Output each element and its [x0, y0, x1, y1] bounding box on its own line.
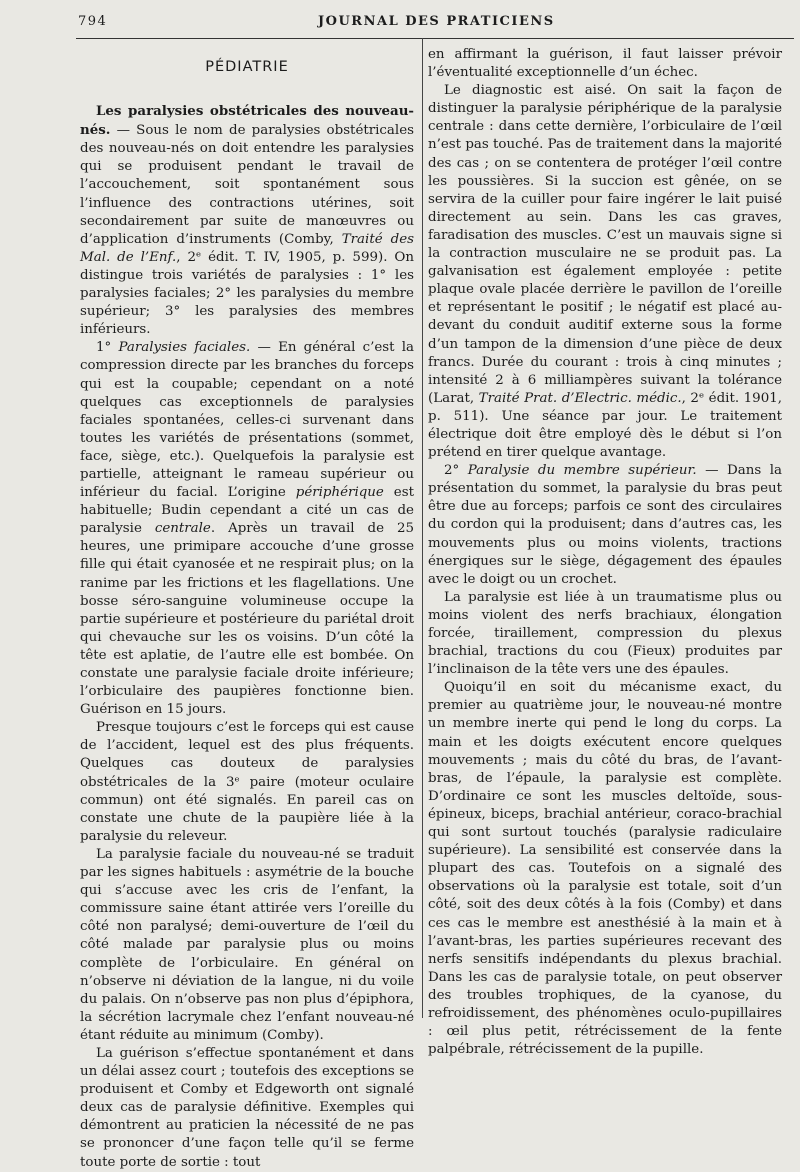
citation-larat: Traité Prat. d’Electric. médic.: [478, 390, 682, 406]
page-number: 794: [78, 14, 108, 29]
trauma-paragraph: La paralysie est liée à un traumatisme plus ou moins violent des nerfs brachiaux, élongation forcée, tiraillement, compression du plexus brachial, tractions du cou (Fieux) produites par l’inclinaison de la tête vers une des épaules.: [428, 589, 782, 678]
continuation-paragraph: en affirmant la guérison, il faut laisser prévoir l’éventualité exceptionnelle d’un échec.: [428, 47, 782, 81]
subsection-number-2: 2°: [444, 463, 468, 479]
signs-paragraph: La paralysie faciale du nouveau-né se traduit par les signes habituels : asymétrie de la bouche qui s’accuse avec les cris de l’enfant, la commissure saine étant attirée vers l’oreille du côté non paralysé; demi-ouverture de l’œil du côté malade par paralysie plus ou moins complète de l’orbiculaire. En général on n’observe ni déviation de la langue, ni du voile du palais. On n’observe pas non plus d’épiphora, la sécrétion lacrymale chez l’enfant nouveau-né étant réduite au minimum (Comby).: [80, 846, 414, 1043]
facial-text-b: est habituelle; Budin cependant a cité un cas de paralysie: [80, 485, 414, 537]
diagnosis-text-b: , 2ᵉ édit. 1901, p. 511). Une séance par jour. Le traitement électrique doit être employé dès le début si l’on prétend en tirer quelque avantage.: [428, 390, 782, 461]
diagnosis-paragraph: [428, 82, 782, 462]
forceps-paragraph: Presque toujours c’est le forceps qui est cause de l’accident, lequel est des plus fréquents. Quelques cas douteux de paralysies obstétricales de la 3ᵉ paire (moteur oculaire commun) ont été signalés. En pareil cas on constate une chute de la paupière liée à la paralysie du releveur.: [80, 720, 414, 844]
left-column: [80, 44, 414, 1172]
healing-paragraph: La guérison s’effectue spontanément et dans un délai assez court ; toutefois des exceptions se produisent et Comby et Edgeworth ont signalé deux cas de paralysie définitive. Exemples qui démontrent au praticien la nécessité de ne pas se prononcer d’une façon telle qu’il se ferme toute porte de sortie : tout: [80, 1045, 414, 1170]
emphasis-central: centrale: [154, 521, 211, 537]
intro-paragraph: [80, 102, 414, 339]
header-rule: [76, 38, 794, 39]
right-column: [428, 46, 782, 1059]
citation-comby: Traité des Mal. de l’Enf.: [80, 231, 414, 265]
subsection-title-facial: Paralysies faciales.: [118, 340, 251, 356]
facial-paralysis-paragraph: [80, 339, 414, 719]
upper-limb-paragraph: [428, 462, 782, 589]
section-title: PÉDIATRIE: [205, 59, 289, 75]
subsection-title-upper-limb: Paralysie du membre supérieur.: [467, 463, 697, 479]
intro-text-a: — Sous le nom de paralysies obstétricales des nouveau-nés on doit entendre les paralysies qui se produisent pendant le travail de l’accouchement, soit spontanément sous l’influence des contractions utérines, soit secondairement par suite de manœuvres ou d’application d’instruments (Comby,: [80, 123, 414, 247]
facial-text-c: . Après un travail de 25 heures, une primipare accouche d’une grosse fille qui était cyanosée et ne respirait plus; on la ranime par les frictions et les flagellations. Une bosse séro-sanguine volumineuse occupe la partie supérieure et postérieure du pariétal droit qui chevauche sur les os voisins. D’un côté la tête est aplatie, de l’autre elle est bombée. On constate une paralysie faciale droite inférieure; l’orbiculaire des paupières fonctionne bien. Guérison en 15 jours.: [80, 521, 415, 718]
intro-text-b: , 2ᵉ édit. T. IV, 1905, p. 599). On distingue trois variétés de paralysies : 1° les paralysies faciales; 2° les paralysies du membre supérieur; 3° les paralysies des membres inférieurs.: [80, 249, 415, 338]
mechanism-paragraph: Quoiqu’il en soit du mécanisme exact, du premier au quatrième jour, le nouveau-né montre un membre inerte qui pend le long du corps. La main et les doigts exécutent encore quelques mouvements ; mais du côté du bras, de l’avant-bras, de l’épaule, la paralysie est complète. D’ordinaire ce sont les muscles deltoïde, sous-épineux, biceps, brachial antérieur, coraco-brachial qui sont surtout touchés (paralysie radiculaire supérieure). La sensibilité est conservée dans la plupart des cas. Toutefois on a signalé des observations où la paralysie est totale, soit d’un côté, soit des deux côtés à la fois (Comby) et dans ces cas le membre est anesthésié à la main et à l’avant-bras, les parties supérieures recevant des nerfs sensitifs indépendants du plexus brachial. Dans les cas de paralysie totale, on peut observer des troubles trophiques, de la cyanose, du refroidissement, des phénomènes oculo-pupillaires : œil plus petit, rétrécissement de la fente palpébrale, rétrécissement de la pupille.: [428, 680, 782, 1058]
subsection-number: 1°: [96, 340, 119, 356]
running-head: [78, 14, 790, 36]
upper-limb-text: — Dans la présentation du sommet, la paralysie du bras peut être due au forceps; parfois ce sont des circulaires du cordon qui la produisent; dans d’autres cas, les mouvements plus ou moins violents, tractions énergiques sur le siège, dégagement des épaules avec le doigt ou un crochet.: [428, 463, 782, 587]
emphasis-peripheral: périphérique: [295, 485, 384, 501]
column-divider: [422, 38, 423, 1018]
journal-title: JOURNAL DES PRATICIENS: [318, 14, 555, 29]
article-lead-title: Les paralysies obstétricales des nouveau-nés.: [80, 103, 414, 139]
diagnosis-text-a: Le diagnostic est aisé. On sait la façon de distinguer la paralysie périphérique de la paralysie centrale : dans cette dernière, l’orbiculaire de l’œil n’est pas touché. Pas de traitement dans la majorité des cas ; on se contentera de protéger l’œil contre les poussières. Si la succion est gênée, on se servira de la cuiller pour faire ingérer le lait puisé directement au sein. Dans les cas graves, faradisation des muscles. C’est un mauvais signe si la contraction musculaire ne se produit pas. La galvanisation est également employée : petite plaque ovale placée derrière le pavillon de l’oreille et représentant le positif ; le négatif est placé au-devant du conduit auditif externe sous la forme d’un tampon de la dimension d’une pièce de deux francs. Durée du courant : trois à cinq minutes ; intensité 2 à 6 milliampères suivant la tolérance (Larat,: [428, 83, 782, 406]
facial-text-a: — En général c’est la compression directe par les branches du forceps qui est la coupable; cependant on a noté quelques cas exceptionnels de paralysies faciales spontanées, celles-ci survenant dans toutes les variétés de présentations (sommet, face, siège, etc.). Quelquefois la paralysie est partielle, atteignant le rameau supérieur ou inférieur du facial. L’origine: [80, 340, 415, 501]
